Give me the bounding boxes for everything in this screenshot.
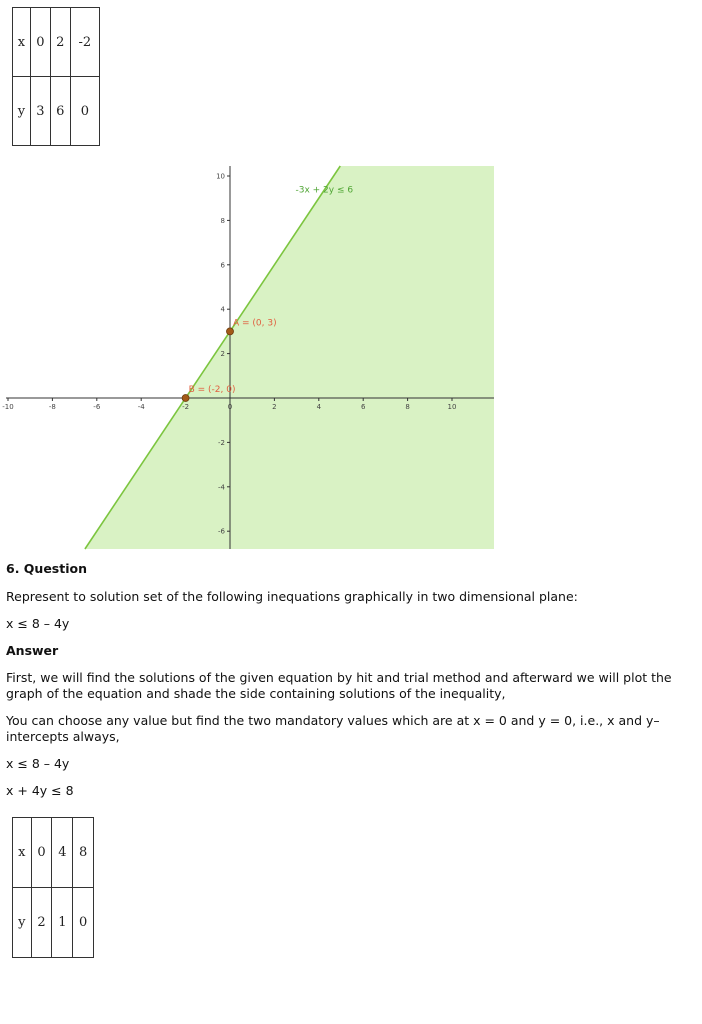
x-tick-label: -4 [137, 403, 145, 411]
point-B-label: B = (-2, 0) [188, 385, 236, 395]
point-B [182, 395, 189, 402]
table-cell: 1 [52, 888, 73, 958]
table-cell: y [13, 888, 32, 958]
question-prompt: Represent to solution set of the following inequations graphically in two dimensional plane: [6, 589, 578, 604]
question-inequality: x ≤ 8 – 4y [6, 616, 70, 631]
table-cell: 0 [31, 818, 52, 888]
answer-step-1: x ≤ 8 – 4y [6, 756, 70, 771]
table-cell: 0 [73, 888, 94, 958]
x-tick-label: 6 [360, 403, 366, 411]
table-cell: 0 [30, 8, 50, 77]
answer-paragraph-2-line-1: You can choose any value but find the two mandatory values which are at x = 0 and y = 0, i.e., x and y– [6, 713, 660, 728]
answer-paragraph-2-line-2: intercepts always, [6, 729, 120, 744]
table-row [13, 888, 94, 958]
y-tick-label: 6 [220, 261, 225, 270]
answer-step-2: x + 4y ≤ 8 [6, 783, 74, 798]
table-row [13, 77, 100, 146]
values-table-2 [12, 817, 94, 958]
x-tick-label: 10 [447, 403, 457, 411]
y-tick-label: 10 [216, 172, 225, 181]
table-cell: 3 [30, 77, 50, 146]
x-tick-label: -10 [2, 403, 14, 411]
table-cell: x [13, 8, 31, 77]
x-tick-label: 8 [405, 403, 410, 411]
point-A-label: A = (0, 3) [233, 318, 277, 329]
values-table-1 [12, 7, 100, 146]
inequality-label: -3x + 2y ≤ 6 [295, 185, 354, 196]
y-tick-label: 2 [220, 350, 225, 359]
y-tick-label: 4 [220, 305, 225, 314]
x-tick-label: -6 [93, 403, 101, 411]
x-tick-label: -8 [48, 403, 56, 411]
x-tick-label: -2 [182, 403, 190, 411]
table-cell: 0 [70, 77, 99, 146]
table-row [13, 818, 94, 888]
table-cell: x [13, 818, 32, 888]
y-tick-label: 8 [220, 216, 225, 225]
point-A [227, 328, 234, 335]
x-tick-label: 0 [227, 403, 233, 411]
x-tick-label: 4 [316, 403, 322, 411]
question-heading: 6. Question [6, 561, 87, 576]
x-tick-label: 2 [272, 403, 277, 411]
y-tick-label: -4 [218, 483, 225, 492]
table-cell: 2 [50, 8, 70, 77]
answer-paragraph-1-line-2: graph of the equation and shade the side containing solutions of the inequality, [6, 686, 506, 701]
answer-paragraph-1-line-1: First, we will find the solutions of the given equation by hit and trial method and afterward we will plot the [6, 670, 672, 685]
table-cell: y [13, 77, 31, 146]
table-row [13, 8, 100, 77]
y-tick-label: -6 [218, 527, 225, 536]
table-cell: 4 [52, 818, 73, 888]
table-cell: 2 [31, 888, 52, 958]
inequality-graph [0, 160, 702, 552]
shaded-solution-region [85, 166, 494, 549]
y-tick-label: -2 [218, 438, 225, 447]
table-cell: 8 [73, 818, 94, 888]
table-cell: 6 [50, 77, 70, 146]
answer-heading: Answer [6, 643, 59, 658]
table-cell: -2 [70, 8, 99, 77]
